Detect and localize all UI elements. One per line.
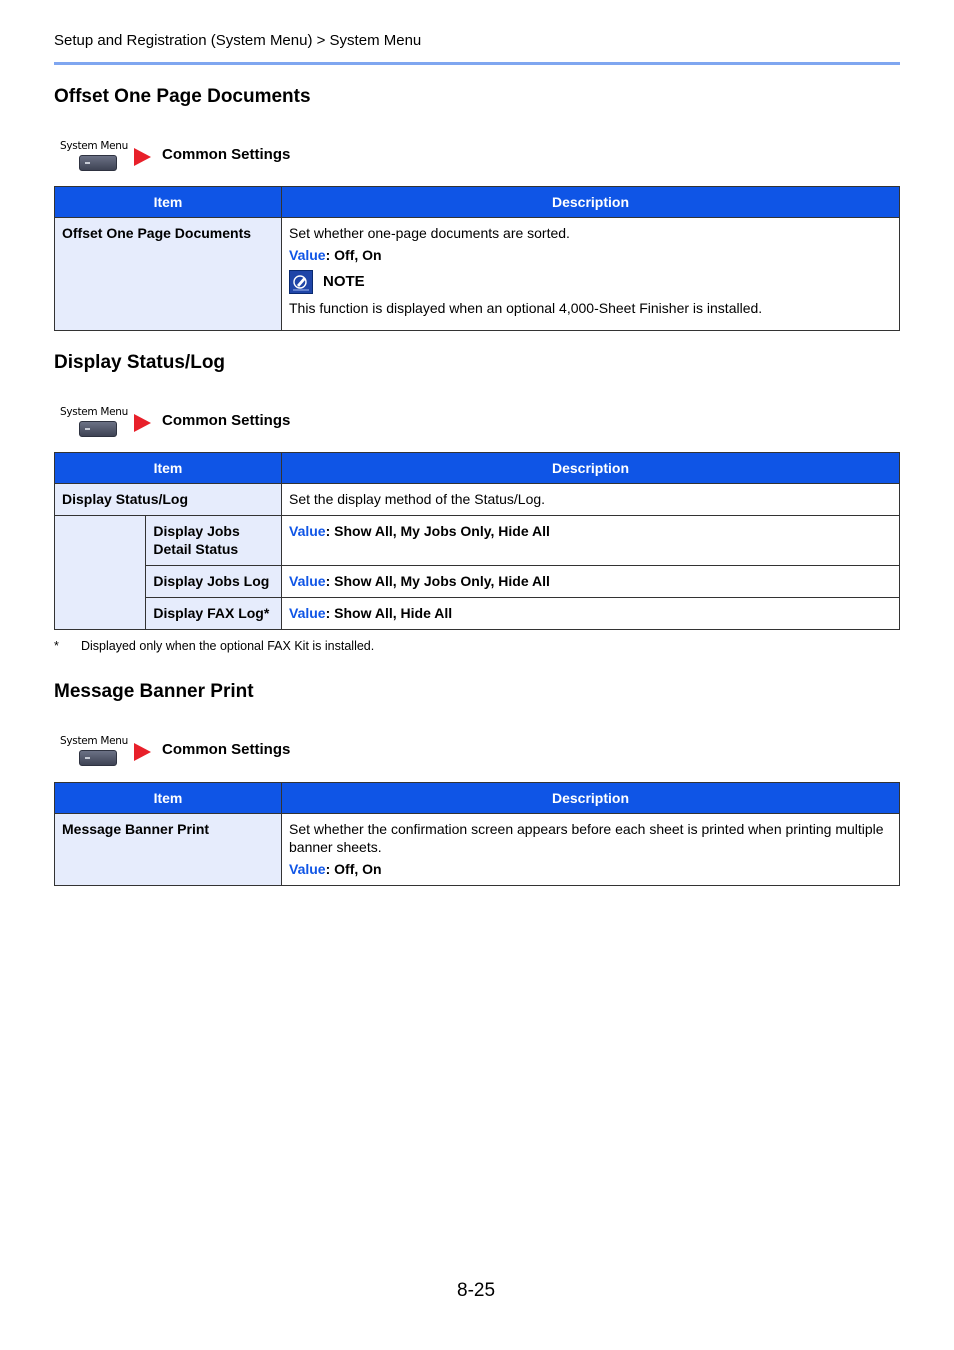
value-label: Value — [289, 573, 326, 589]
item-cell: Message Banner Print — [55, 814, 282, 886]
description-text: Set whether the confirmation screen appears before each sheet is printed when printing multiple banner sheets. — [289, 821, 884, 855]
value-line — [289, 860, 892, 878]
value-label: Value — [289, 523, 326, 539]
column-header-description: Description — [282, 453, 900, 484]
banner-settings-table — [54, 782, 900, 886]
footnote-text: Displayed only when the optional FAX Kit is installed. — [81, 639, 375, 653]
description-text: Set whether one-page documents are sorted. — [289, 225, 570, 241]
status-log-settings-table — [54, 452, 900, 630]
description-cell: Set the display method of the Status/Log. — [282, 484, 900, 516]
table-row — [55, 566, 900, 598]
common-settings-path: Common Settings — [162, 741, 291, 758]
arrow-right-icon — [134, 414, 151, 432]
note-label: NOTE — [323, 273, 365, 290]
item-cell: Display Status/Log — [55, 484, 282, 516]
arrow-right-icon — [134, 743, 151, 761]
system-menu-label: System Menu — [60, 735, 129, 747]
common-settings-path: Common Settings — [162, 146, 291, 163]
sub-item-cell: Display Jobs Log — [146, 566, 282, 598]
system-menu-key-icon — [79, 421, 117, 437]
item-cell: Offset One Page Documents — [55, 218, 282, 331]
table-row — [55, 598, 900, 630]
system-menu-label: System Menu — [60, 406, 129, 418]
value-text: : Off, On — [325, 247, 382, 263]
note-icon — [289, 270, 313, 294]
column-header-item: Item — [55, 783, 282, 814]
system-menu-key — [60, 735, 130, 766]
arrow-right-icon — [134, 148, 151, 166]
description-cell — [282, 598, 900, 630]
footnote — [54, 639, 374, 653]
section-title-offset: Offset One Page Documents — [54, 86, 311, 107]
column-header-item: Item — [55, 453, 282, 484]
table-row — [55, 484, 900, 516]
description-cell — [282, 516, 900, 566]
column-header-item: Item — [55, 187, 282, 218]
note-text: This function is displayed when an optional 4,000-Sheet Finisher is installed. — [289, 300, 763, 316]
offset-settings-table — [54, 186, 900, 331]
value-label: Value — [289, 605, 326, 621]
value-text: : Show All, My Jobs Only, Hide All — [325, 523, 550, 539]
page-number: 8-25 — [457, 1280, 496, 1301]
footnote-mark: * — [54, 639, 59, 653]
system-menu-key-icon — [79, 155, 117, 171]
column-header-description: Description — [282, 783, 900, 814]
value-label: Value — [289, 247, 326, 263]
table-row — [55, 516, 900, 566]
system-menu-key — [60, 140, 130, 171]
section-title-status-log: Display Status/Log — [54, 352, 226, 373]
system-menu-key-icon — [79, 750, 117, 766]
value-text: : Show All, My Jobs Only, Hide All — [325, 573, 550, 589]
value-line — [289, 246, 892, 264]
indent-cell — [55, 516, 146, 630]
header-divider — [54, 62, 900, 65]
common-settings-path: Common Settings — [162, 412, 291, 429]
section-title-banner: Message Banner Print — [54, 681, 254, 702]
system-menu-key — [60, 406, 130, 437]
column-header-description: Description — [282, 187, 900, 218]
table-row — [55, 814, 900, 886]
sub-item-cell: Display FAX Log* — [146, 598, 282, 630]
value-text: : Show All, Hide All — [325, 605, 453, 621]
value-label: Value — [289, 861, 326, 877]
description-cell — [282, 218, 900, 331]
note-block — [289, 270, 892, 294]
description-cell — [282, 566, 900, 598]
breadcrumb: Setup and Registration (System Menu) > System Menu — [54, 32, 422, 49]
system-menu-label: System Menu — [60, 140, 129, 152]
description-cell — [282, 814, 900, 886]
table-row — [55, 218, 900, 331]
sub-item-cell: Display Jobs Detail Status — [146, 516, 282, 566]
value-text: : Off, On — [325, 861, 382, 877]
